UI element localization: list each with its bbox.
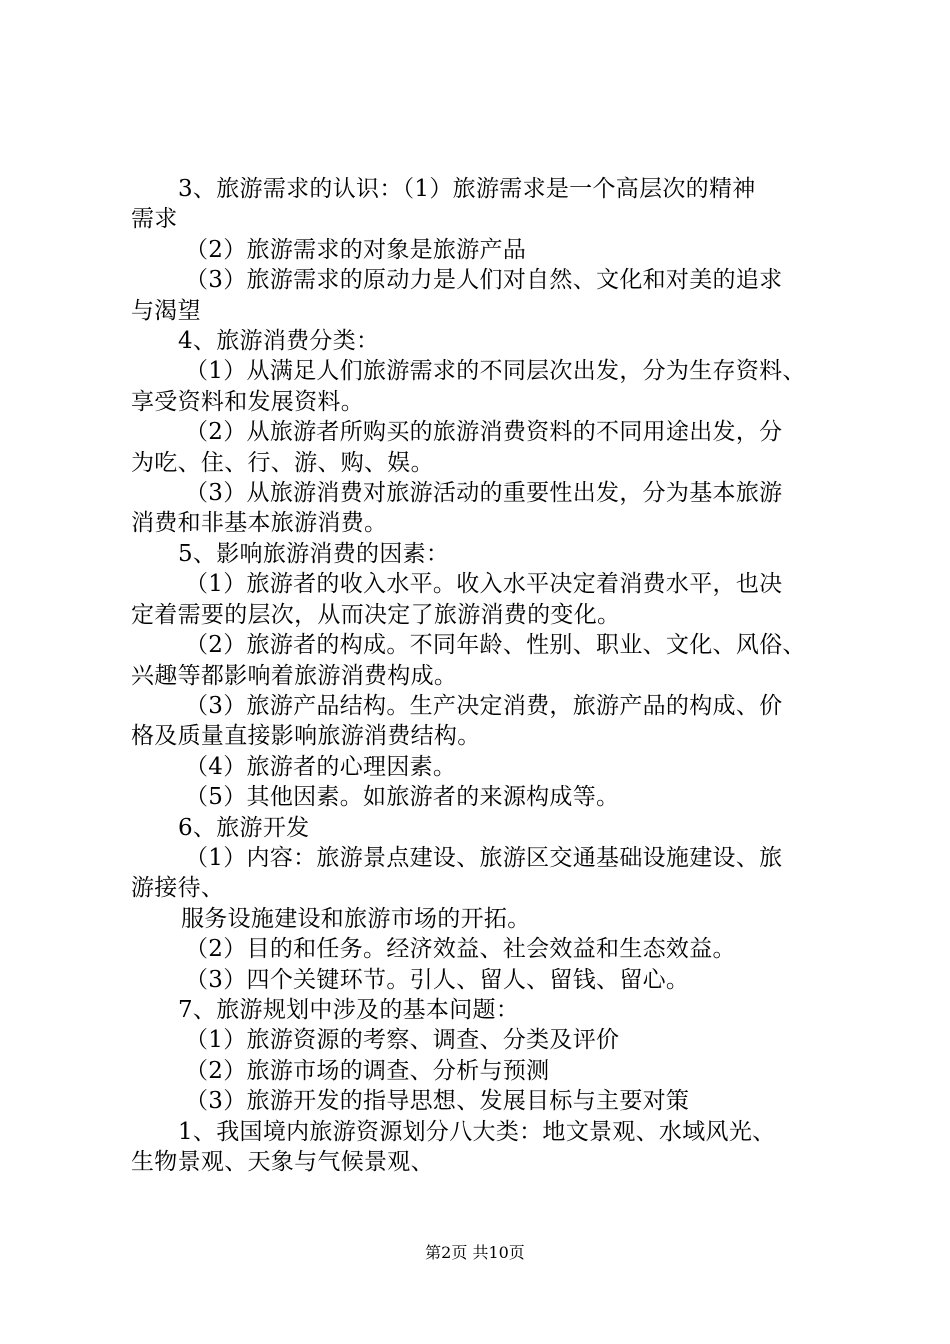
list-item-cont: 定着需要的层次，从而决定了旅游消费的变化。 (131, 601, 621, 628)
section-heading-7: 7、旅游规划中涉及的基本问题： (178, 996, 520, 1023)
list-item: （2）目的和任务。经济效益、社会效益和生态效益。 (185, 936, 736, 963)
list-item-cont: 兴趣等都影响着旅游消费构成。 (131, 662, 458, 689)
list-item: （2）从旅游者所购买的旅游消费资料的不同用途出发，分 (185, 419, 783, 446)
list-item-cont: 格及质量直接影响旅游消费结构。 (131, 723, 481, 750)
list-item: （1）从满足人们旅游需求的不同层次出发，分为生存资料、 (185, 358, 806, 385)
list-item-cont: 游接待、 (131, 875, 225, 902)
list-item: （2）旅游需求的对象是旅游产品 (185, 236, 527, 263)
section-heading-1-cont: 生物景观、天象与气候景观、 (131, 1149, 434, 1175)
section-heading-4: 4、旅游消费分类： (178, 328, 380, 355)
list-item-cont: 服务设施建设和旅游市场的开拓。 (181, 905, 531, 932)
list-item: （4）旅游者的心理因素。 (185, 753, 457, 780)
page-footer: 第2页 共10页 (425, 1243, 525, 1262)
list-item: （3）从旅游消费对旅游活动的重要性出发，分为基本旅游 (185, 480, 783, 507)
section-heading-5: 5、影响旅游消费的因素： (178, 540, 450, 567)
list-item: （1）旅游者的收入水平。收入水平决定着消费水平，也决 (185, 571, 783, 598)
list-item: （1）旅游资源的考察、调查、分类及评价 (185, 1027, 620, 1054)
list-item: （3）旅游需求的原动力是人们对自然、文化和对美的追求 (185, 267, 783, 294)
list-item-cont: 消费和非基本旅游消费。 (131, 510, 388, 537)
paragraph-3-heading-cont: 需求 (131, 206, 178, 233)
section-heading-1: 1、我国境内旅游资源划分八大类：地文景观、水域风光、 (178, 1118, 776, 1145)
section-heading-6: 6、旅游开发 (178, 814, 310, 841)
list-item-cont: 享受资料和发展资料。 (131, 388, 364, 415)
list-item: （5）其他因素。如旅游者的来源构成等。 (185, 784, 620, 811)
list-item: （2）旅游市场的调查、分析与预测 (185, 1057, 550, 1084)
document-body (131, 174, 836, 1177)
list-item: （3）旅游开发的指导思想、发展目标与主要对策 (185, 1088, 690, 1115)
list-item: （3）四个关键环节。引人、留人、留钱、留心。 (185, 966, 690, 993)
list-item-cont: 为吃、住、行、游、购、娱。 (131, 449, 434, 476)
list-item: （3）旅游产品结构。生产决定消费，旅游产品的构成、价 (185, 692, 783, 719)
list-item-cont: 与渴望 (131, 297, 201, 324)
list-item: （1）内容：旅游景点建设、旅游区交通基础设施建设、旅 (185, 844, 783, 871)
list-item: （2）旅游者的构成。不同年龄、性别、职业、文化、风俗、 (185, 632, 806, 659)
paragraph-3-heading: 3、旅游需求的认识：（1）旅游需求是一个高层次的精神 (178, 176, 756, 202)
